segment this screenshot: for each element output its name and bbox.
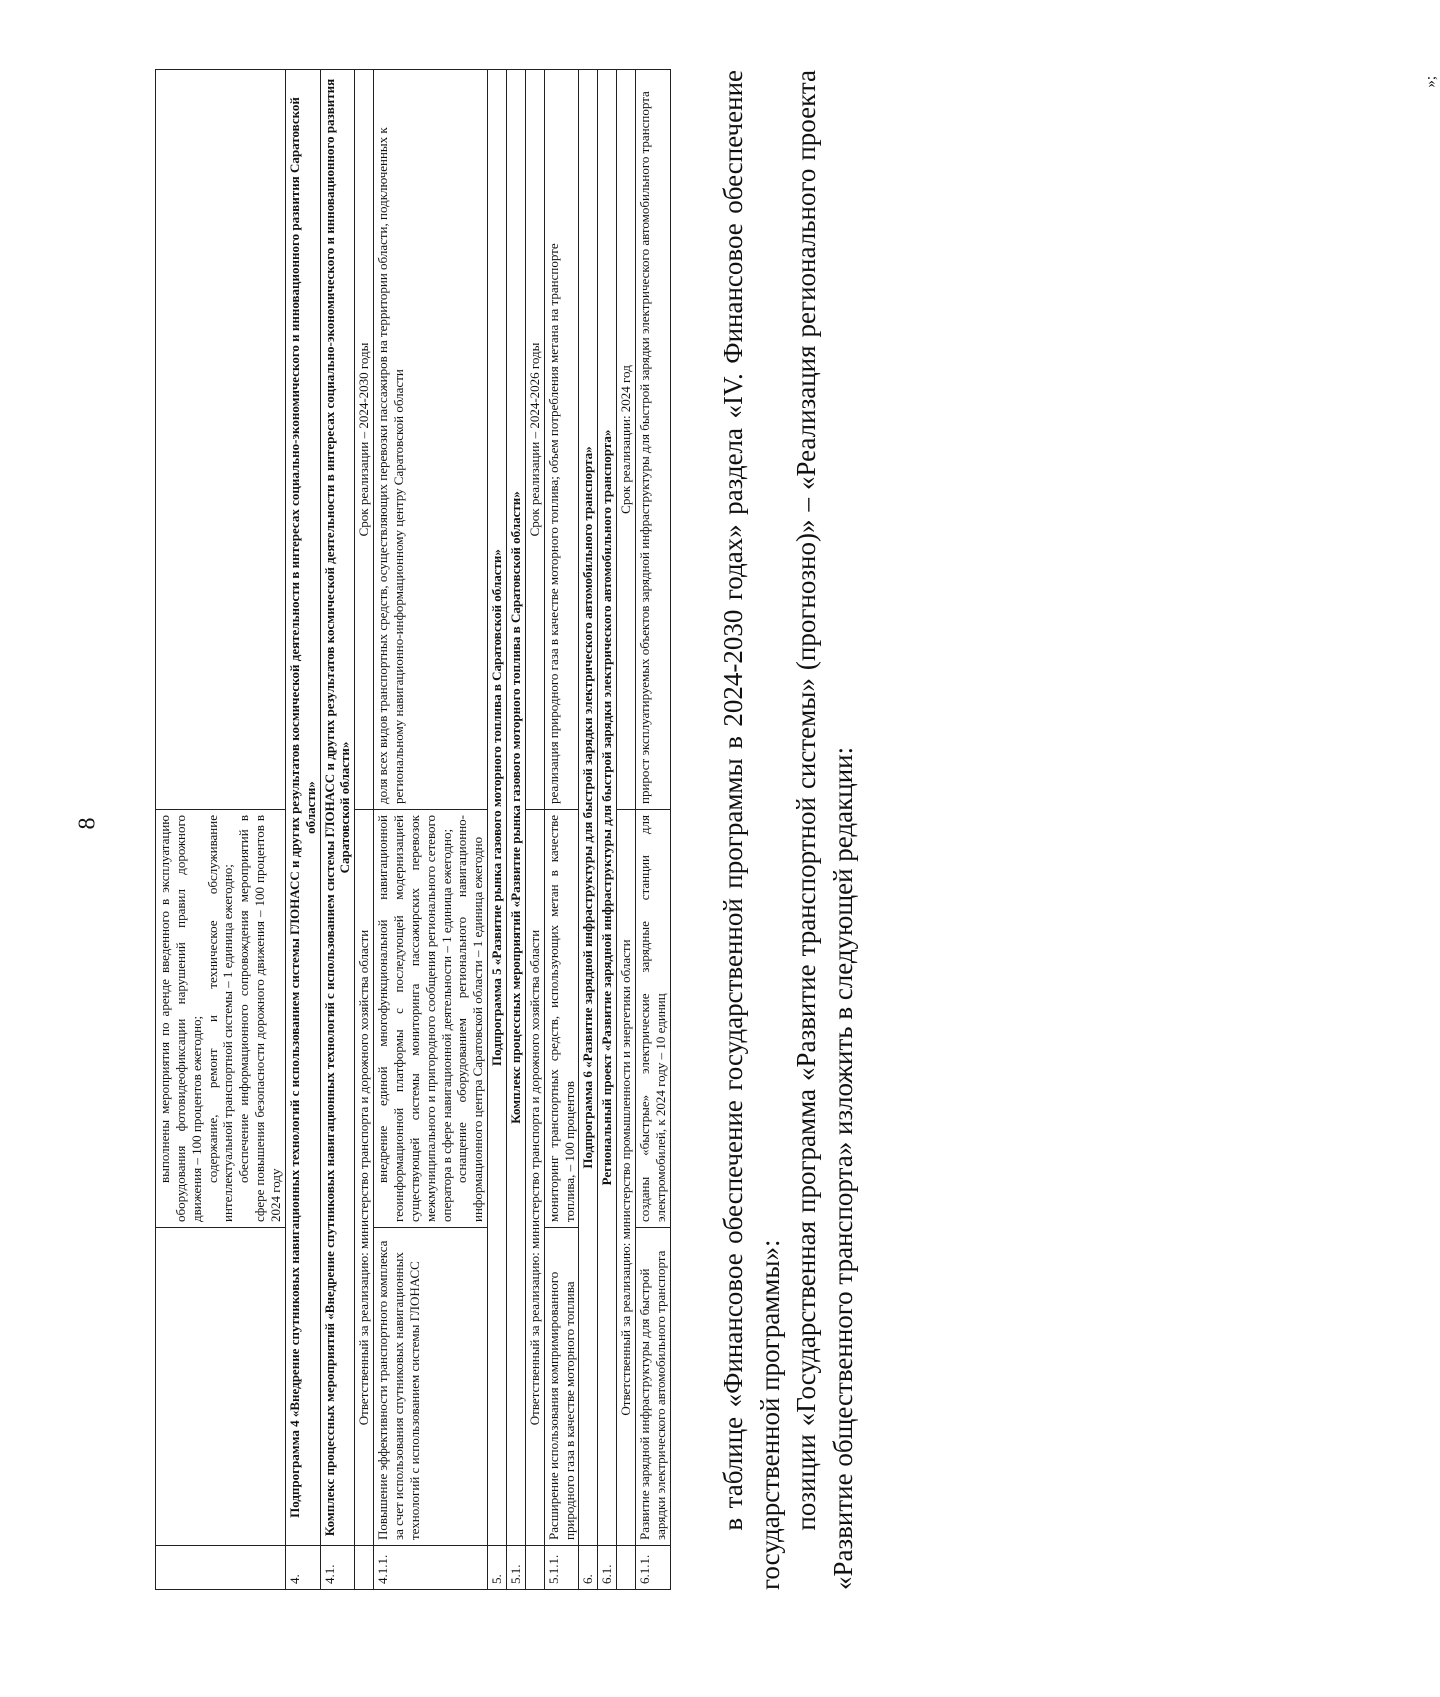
- amendment-paragraph-1: в таблице «Финансовое обеспечение государственной программы в 2024-2030 годах» раздела «IV. Финансовое обеспечение государственной программы»:: [717, 70, 785, 1590]
- task-cell: Развитие зарядной инфраструктуры для быстрой зарядки электрического автомобильного транспорта: [636, 1228, 671, 1546]
- program-structure-table: [155, 69, 671, 1590]
- table-row: [636, 70, 671, 1590]
- task-cell: Расширение использования компримированного природного газа в качестве моторного топлива: [544, 1228, 579, 1546]
- table-row: [374, 70, 488, 1590]
- table-row: [488, 70, 507, 1590]
- row-number-cell: [525, 1546, 544, 1590]
- regional-project-6-1-title: Региональный проект «Развитие зарядной инфраструктуры для быстрой зарядки электрического автомобильного транспорта»: [598, 70, 617, 1546]
- results-cell: [544, 810, 579, 1228]
- indicator-cell: прирост эксплуатируемых объектов зарядной инфраструктуры для быстрой зарядки электрического автомобильного транспорта: [636, 70, 671, 810]
- results-cell: [156, 810, 286, 1228]
- result-line: мониторинг транспортных средств, использующих метан в качестве топлива, – 100 процентов: [545, 815, 577, 1222]
- table-row: [285, 70, 320, 1590]
- result-line: обеспечение информационного сопровождения мероприятий в сфере повышения безопасности дорожного движения – 100 процентов в 2024 году: [236, 815, 284, 1222]
- amendment-paragraph-2: позиции «Государственная программа «Развитие транспортной системы» (прогнозно)» – «Реализация регионального проекта «Развитие общественного транспорта» изложить в следующей редакции:: [791, 70, 858, 1590]
- table-row: [507, 70, 526, 1590]
- table-row: [320, 70, 355, 1590]
- row-number-cell: 5.1.: [507, 1546, 526, 1590]
- table-row: [544, 70, 579, 1590]
- responsible-4-1: Ответственный за реализацию: министерство транспорта и дорожного хозяйства области: [355, 810, 374, 1546]
- row-number-cell: 4.: [285, 1546, 320, 1590]
- row-number-cell: [156, 1546, 286, 1590]
- responsible-5-1: Ответственный за реализацию: министерство транспорта и дорожного хозяйства области: [525, 810, 544, 1546]
- subprogram-5-title: Подпрограмма 5 «Развитие рынка газового моторного топлива в Саратовской области»: [488, 70, 507, 1546]
- table-row: [598, 70, 617, 1590]
- indicator-cell: [156, 70, 286, 810]
- closing-quote-mark: »;: [1423, 76, 1439, 88]
- result-line: содержание, ремонт и техническое обслуживание интеллектуальной транспортной системы – 1 единица ежегодно;: [204, 815, 236, 1222]
- result-line: выполнены мероприятия по аренде введенного в эксплуатацию оборудования фотовидеофиксации нарушений правил дорожного движения – 100 процентов ежегодно;: [157, 815, 204, 1222]
- task-cell: Повышение эффективности транспортного комплекса за счет использования спутниковых навигационных технологий с использованием системы ГЛОНАСС: [374, 1228, 488, 1546]
- results-cell: [636, 810, 671, 1228]
- row-number-cell: [355, 1546, 374, 1590]
- amendment-text: [715, 70, 862, 1590]
- row-number-cell: 5.1.1.: [544, 1546, 579, 1590]
- row-number-cell: [617, 1546, 636, 1590]
- result-line: внедрение единой многофункциональной навигационной геоинформационной платформы с последующей модернизацией существующей системы мониторинга пассажирских перевозок межмуниципального и пригородного сообщения регионального сетевого оператора в сфере навигационной деятельности – 1 единица ежегодно;: [375, 815, 454, 1222]
- term-5-1: Срок реализации – 2024-2026 годы: [525, 70, 544, 810]
- table-row: [156, 70, 286, 1590]
- term-6-1: Срок реализации: 2024 год: [617, 70, 636, 810]
- table-row: [617, 70, 636, 1590]
- complex-5-1-title: Комплекс процессных мероприятий «Развитие рынка газового моторного топлива в Саратовской области»: [507, 70, 526, 1546]
- row-number-cell: 6.: [579, 1546, 598, 1590]
- subprogram-4-title: Подпрограмма 4 «Внедрение спутниковых навигационных технологий с использованием системы ГЛОНАСС и других результатов космической деятельности в интересах социально-экономического и инновационного развития Саратовской области»: [285, 70, 320, 1546]
- indicator-cell: доля всех видов транспортных средств, осуществляющих перевозки пассажиров на территории области, подключенных к региональному навигационно-информационному центру Саратовской области: [374, 70, 488, 810]
- indicator-cell: реализация природного газа в качестве моторного топлива; объем потребления метана на транспорте: [544, 70, 579, 810]
- table-row: [525, 70, 544, 1590]
- rotated-page-content: [155, 70, 1439, 1590]
- task-cell: [156, 1228, 286, 1546]
- subprogram-6-title: Подпрограмма 6 «Развитие зарядной инфраструктуры для быстрой зарядки электрического автомобильного транспорта»: [579, 70, 598, 1546]
- row-number-cell: 6.1.1.: [636, 1546, 671, 1590]
- row-number-cell: 4.1.1.: [374, 1546, 488, 1590]
- term-4-1: Срок реализации – 2024-2030 годы: [355, 70, 374, 810]
- results-cell: [374, 810, 488, 1228]
- row-number-cell: 4.1.: [320, 1546, 355, 1590]
- result-line: оснащение оборудованием регионального навигационно-информационного центра Саратовской области – 1 единица ежегодно: [454, 815, 486, 1222]
- row-number-cell: 6.1.: [598, 1546, 617, 1590]
- row-number-cell: 5.: [488, 1546, 507, 1590]
- page-number: 8: [74, 817, 101, 830]
- result-line: созданы «быстрые» электрические зарядные станции для электромобилей, к 2024 году – 10 единиц: [637, 815, 668, 1222]
- complex-4-1-title: Комплекс процессных мероприятий «Внедрение спутниковых навигационных технологий с использованием системы ГЛОНАСС и других результатов космической деятельности в интересах социально-экономического и инновационного развития Саратовской области»: [320, 70, 355, 1546]
- table-row: [579, 70, 598, 1590]
- responsible-6-1: Ответственный за реализацию: министерство промышленности и энергетики области: [617, 810, 636, 1546]
- table-row: [355, 70, 374, 1590]
